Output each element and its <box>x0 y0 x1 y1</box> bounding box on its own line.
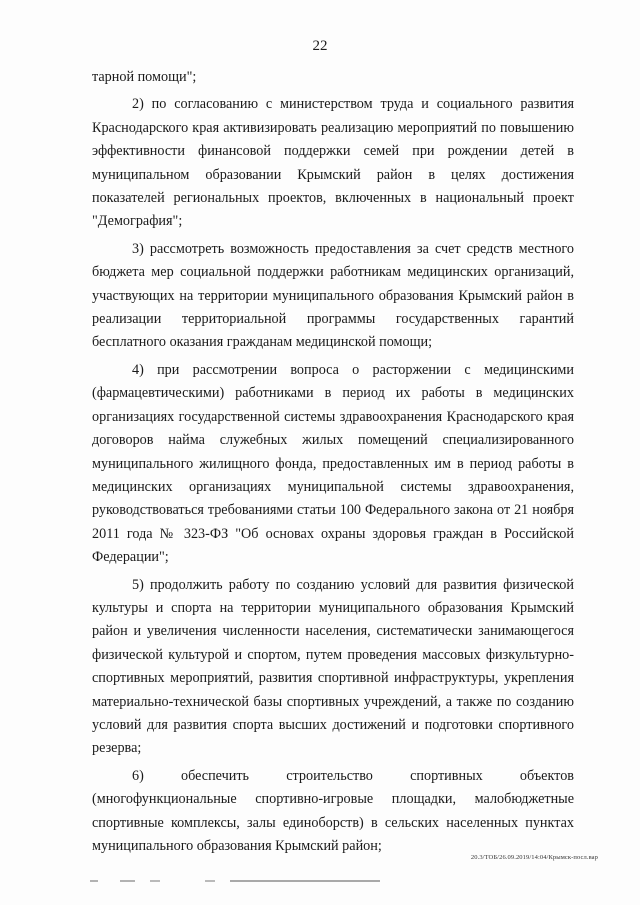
page-number: 22 <box>312 38 328 54</box>
paragraph-item-2: 2) по согласованию с министерством труда и социального развития Краснодарского края активизировать реализацию мероприятий по повышению эффективности финансовой поддержки семей при рождении детей в муниципальном образовании Крымский район в целях достижения показателей региональных проектов, включенных в национальный проект "Демография"; <box>92 96 574 230</box>
paragraph-item-3: 3) рассмотреть возможность предоставления за счет средств местного бюджета мер социальной поддержки работникам медицинских организаций, участвующих на территории муниципального образования Крымский район в реализации территориальной программы государственных гарантий бесплатного оказания гражданам медицинской помощи; <box>92 240 574 351</box>
paragraph-item-5: 5) продолжить работу по созданию условий для развития физической культуры и спорта на территории муниципального образования Крымский район и увеличения численности населения, систематически занимающегося физической культурой и спортом, путем проведения массовых физкультурно-спортивных мероприятий, развития спортивной инфраструктуры, укрепления материально-технической базы спортивных учреждений, а также по созданию условий для развития спорта высших достижений и подготовки спортивного резерва; <box>92 576 574 757</box>
paragraph-item-6: 6) обеспечить строительство спортивных объектов (многофункциональные спортивно-игровые площадки, малобюджетные спортивные комплексы, залы единоборств) в сельских населенных пунктах муниципального образования Крымский район; <box>92 767 574 854</box>
scan-artifact-lines <box>90 876 390 886</box>
document-body <box>92 66 574 862</box>
paragraph-item-4: 4) при рассмотрении вопроса о расторжении с медицинскими (фармацевтическими) работниками в период их работы в медицинских организациях государственной системы здравоохранения Краснодарского края договоров найма служебных жилых помещений специализированного муниципального жилищного фонда, предоставленных им в период работы в медицинских организациях муниципальной системы здравоохранения, руководствоваться требованиями статьи 100 Федерального закона от 21 ноября 2011 года № 323-ФЗ "Об основах охраны здоровья граждан в Российской Федерации"; <box>92 361 574 566</box>
paragraph-continuation: тарной помощи"; <box>92 69 197 85</box>
footer-file-code: 20.3/ТОБ/26.09.2019/14:04/Крымск-посл.вар <box>470 854 598 861</box>
